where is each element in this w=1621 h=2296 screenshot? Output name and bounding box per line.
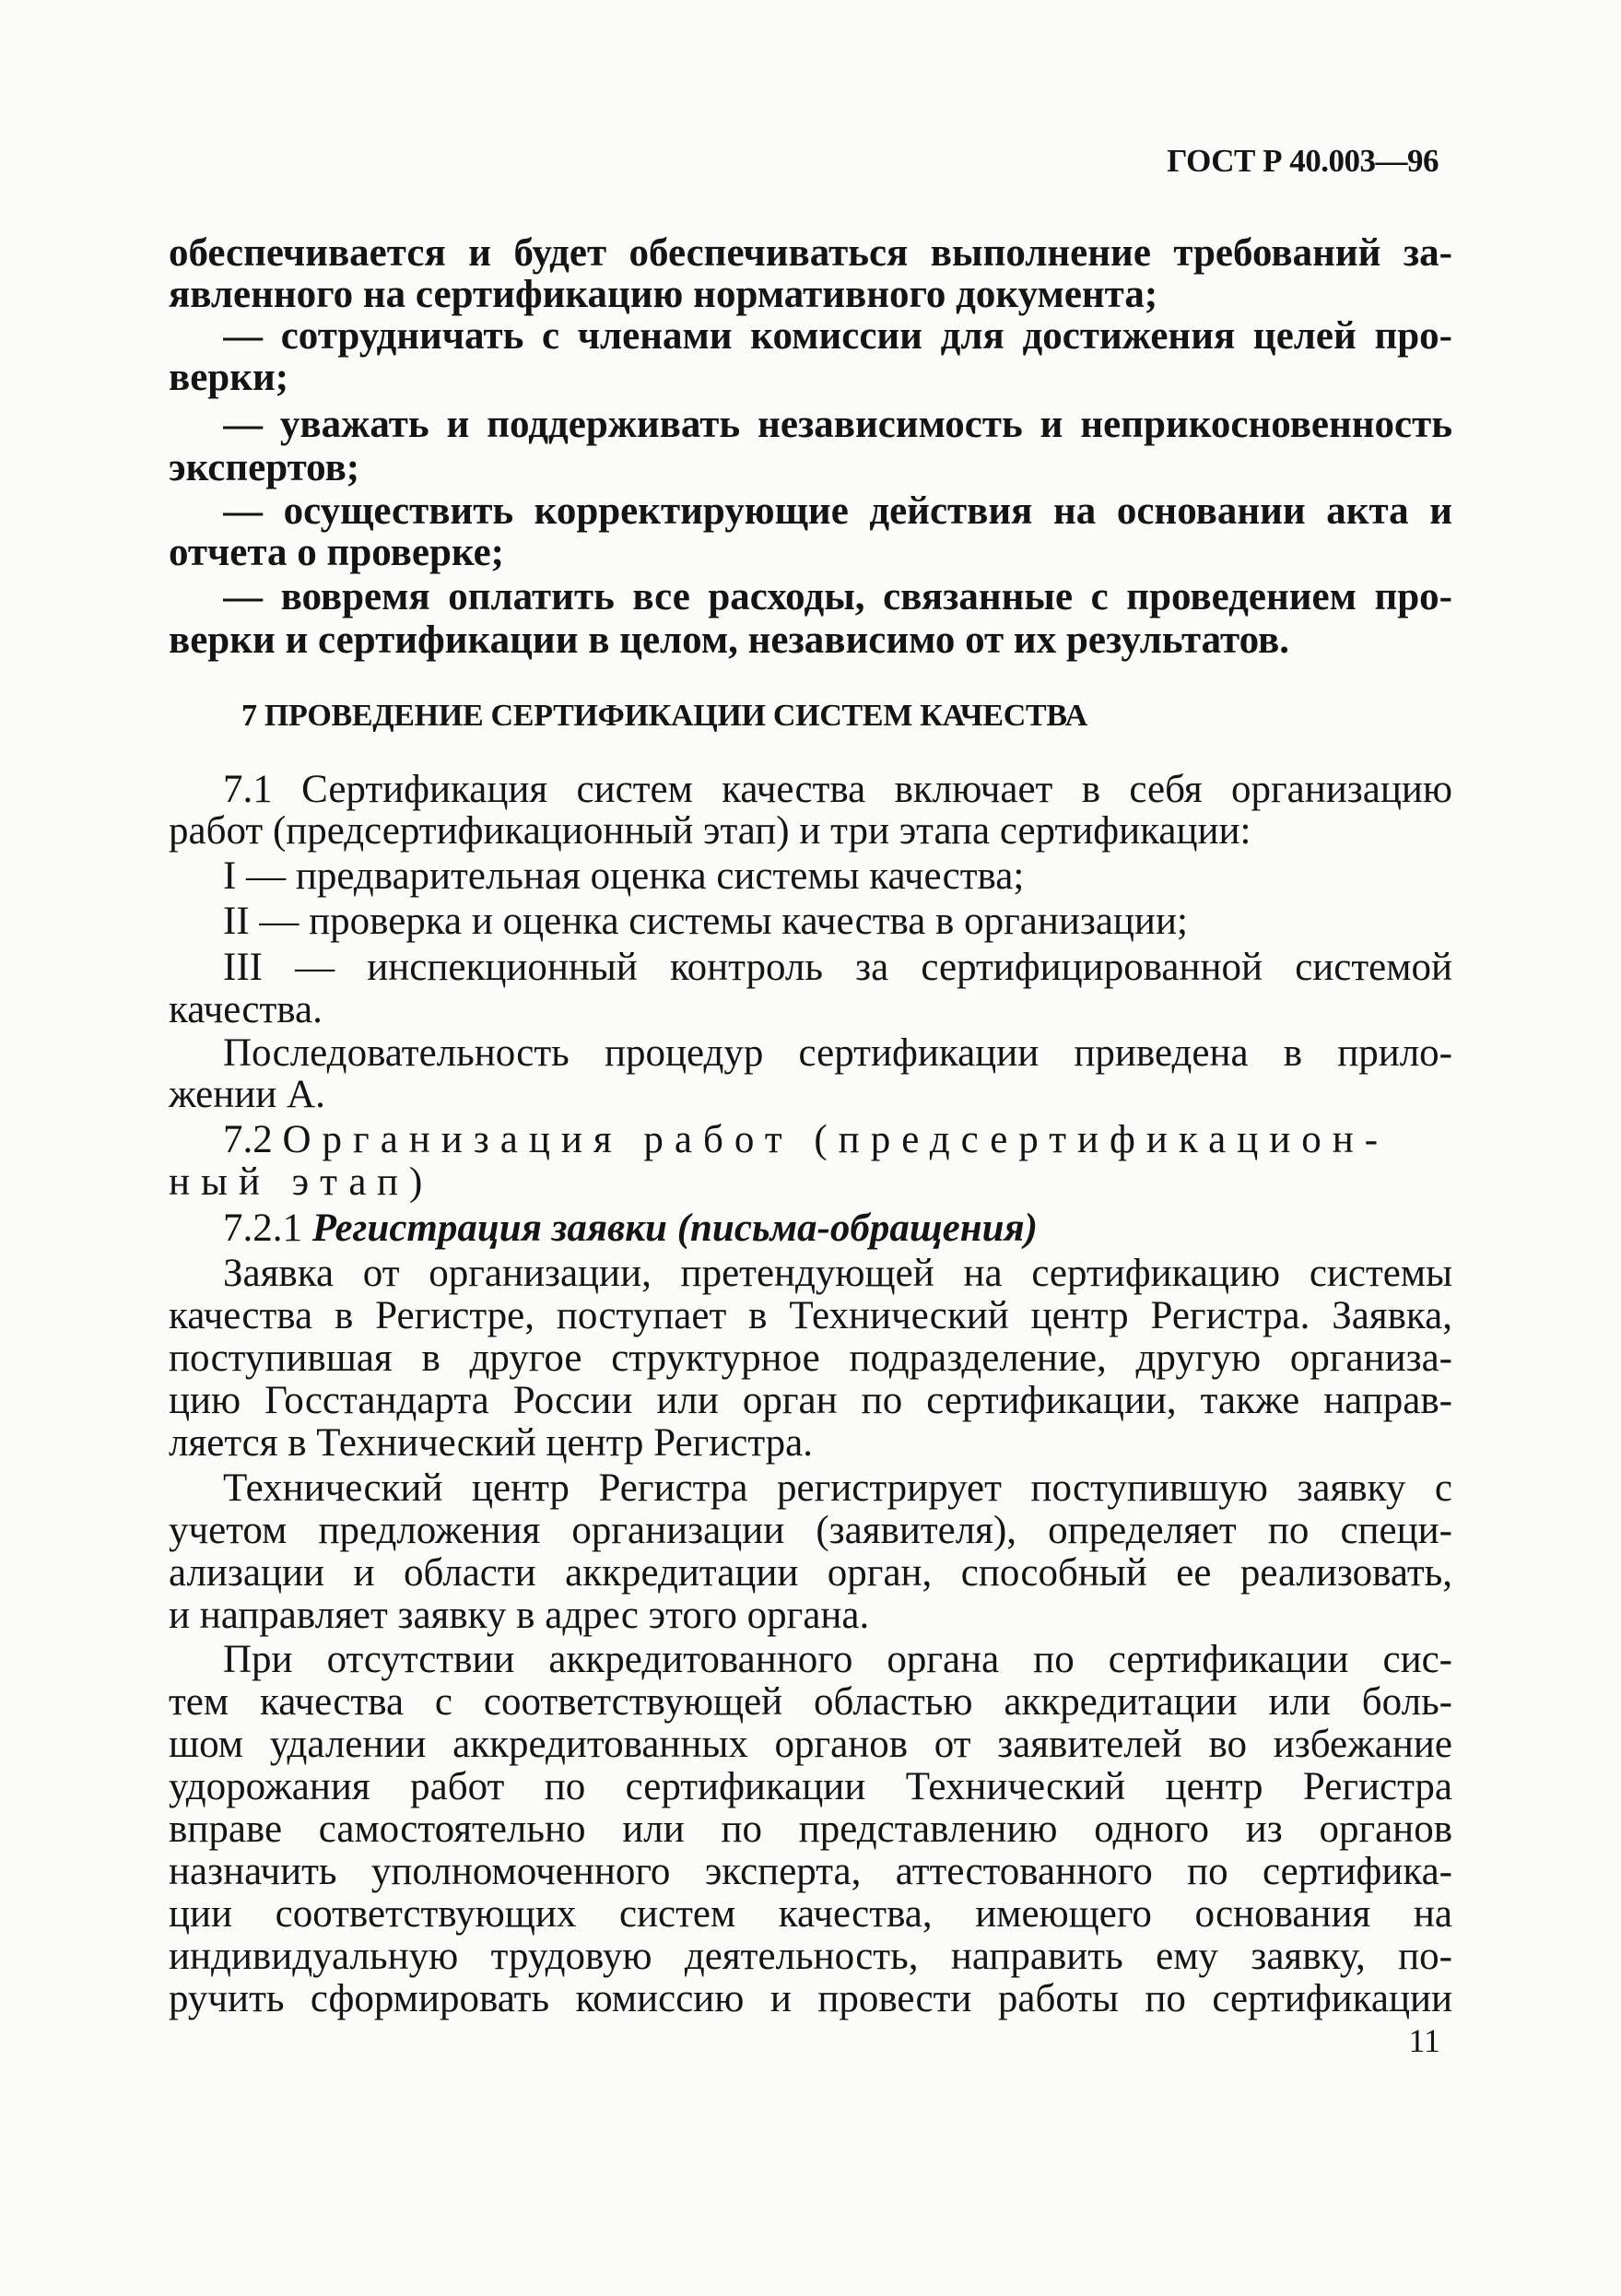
text-line: верки и сертификации в целом, независимо от их результатов.: [169, 618, 1289, 662]
section-heading: 7 ПРОВЕДЕНИЕ СЕРТИФИКАЦИИ СИСТЕМ КАЧЕСТВА: [241, 699, 1087, 733]
text-line: явленного на сертификацию нормативного документа;: [169, 273, 1158, 316]
subsubsection-number: 7.2.1: [223, 1207, 302, 1250]
page-number: 11: [1408, 2022, 1440, 2059]
paragraph-line: и направляет заявку в адрес этого органа.: [169, 1594, 870, 1637]
text-line: экспертов;: [169, 446, 360, 489]
text-line: обеспечивается и будет обеспечиваться выполнение требований за-: [169, 231, 1452, 275]
paragraph-line: жении А.: [169, 1073, 325, 1116]
document-code: ГОСТ Р 40.003—96: [1167, 143, 1439, 179]
paragraph-line: ляется в Технический центр Регистра.: [169, 1421, 814, 1465]
text-line: отчета о проверке;: [169, 531, 504, 574]
paragraph-line: Заявка от организации, претендующей на сертификацию системы: [223, 1252, 1452, 1295]
subsection-heading-cont: [169, 1160, 1452, 1206]
paragraph-line: ручить сформировать комиссию и провести работы по сертификации: [169, 1977, 1452, 2020]
list-item: — сотрудничать с членами комиссии для достижения целей про-: [223, 314, 1452, 358]
paragraph-line: тем качества с соответствующей областью аккредитации или боль-: [169, 1680, 1452, 1724]
paragraph-line: учетом предложения организации (заявителя), определяет по специ-: [169, 1509, 1452, 1552]
paragraph-line: шом удалении аккредитованных органов от заявителей во избежание: [169, 1723, 1452, 1766]
paragraph-line: ции соответствующих систем качества, имеющего основания на: [169, 1892, 1452, 1936]
subsection-heading: [223, 1117, 1452, 1163]
list-item: — вовремя оплатить все расходы, связанные с проведением про-: [223, 575, 1452, 618]
paragraph-line: работ (предсертификационный этап) и три этапа сертификации:: [169, 809, 1251, 853]
paragraph-line: цию Госстандарта России или орган по сертификации, также направ-: [169, 1379, 1452, 1422]
subsection-title: ный этап): [169, 1160, 434, 1204]
paragraph-line: 7.1 Сертификация систем качества включает в себя организацию: [223, 768, 1452, 811]
text-line: верки;: [169, 356, 289, 399]
subsubsection-title: Регистрация заявки (письма-обращения): [311, 1207, 1038, 1250]
paragraph-line: качества.: [169, 988, 323, 1031]
paragraph-line: Последовательность процедур сертификации приведена в прило-: [223, 1031, 1452, 1075]
paragraph-line: вправе самостоятельно или по представлению одного из органов: [169, 1807, 1452, 1851]
subsection-title: Организация работ (предсертификацион-: [282, 1118, 1390, 1161]
subsubsection-heading: [223, 1206, 1452, 1252]
paragraph-line: Технический центр Регистра регистрирует поступившую заявку с: [223, 1466, 1452, 1510]
stage-item: II — проверка и оценка системы качества в организации;: [223, 900, 1188, 943]
paragraph-line: назначить уполномоченного эксперта, аттестованного по сертифика-: [169, 1850, 1452, 1893]
paragraph-line: поступившая в другое структурное подразделение, другую организа-: [169, 1336, 1452, 1380]
paragraph-line: удорожания работ по сертификации Технический центр Регистра: [169, 1765, 1452, 1808]
list-item: — уважать и поддерживать независимость и неприкосновенность: [223, 403, 1452, 446]
paragraph-line: индивидуальную трудовую деятельность, направить ему заявку, по-: [169, 1935, 1452, 1978]
list-item: — осуществить корректирующие действия на основании акта и: [223, 489, 1452, 533]
paragraph-line: При отсутствии аккредитованного органа по сертификации сис-: [223, 1638, 1452, 1681]
stage-item: III — инспекционный контроль за сертифицированной системой: [223, 946, 1452, 989]
stage-item: I — предварительная оценка системы качества;: [223, 854, 1025, 898]
paragraph-line: ализации и области аккредитации орган, способный ее реализовать,: [169, 1551, 1452, 1595]
paragraph-line: качества в Регистре, поступает в Технический центр Регистра. Заявка,: [169, 1294, 1452, 1337]
subsection-number: 7.2: [223, 1118, 273, 1161]
